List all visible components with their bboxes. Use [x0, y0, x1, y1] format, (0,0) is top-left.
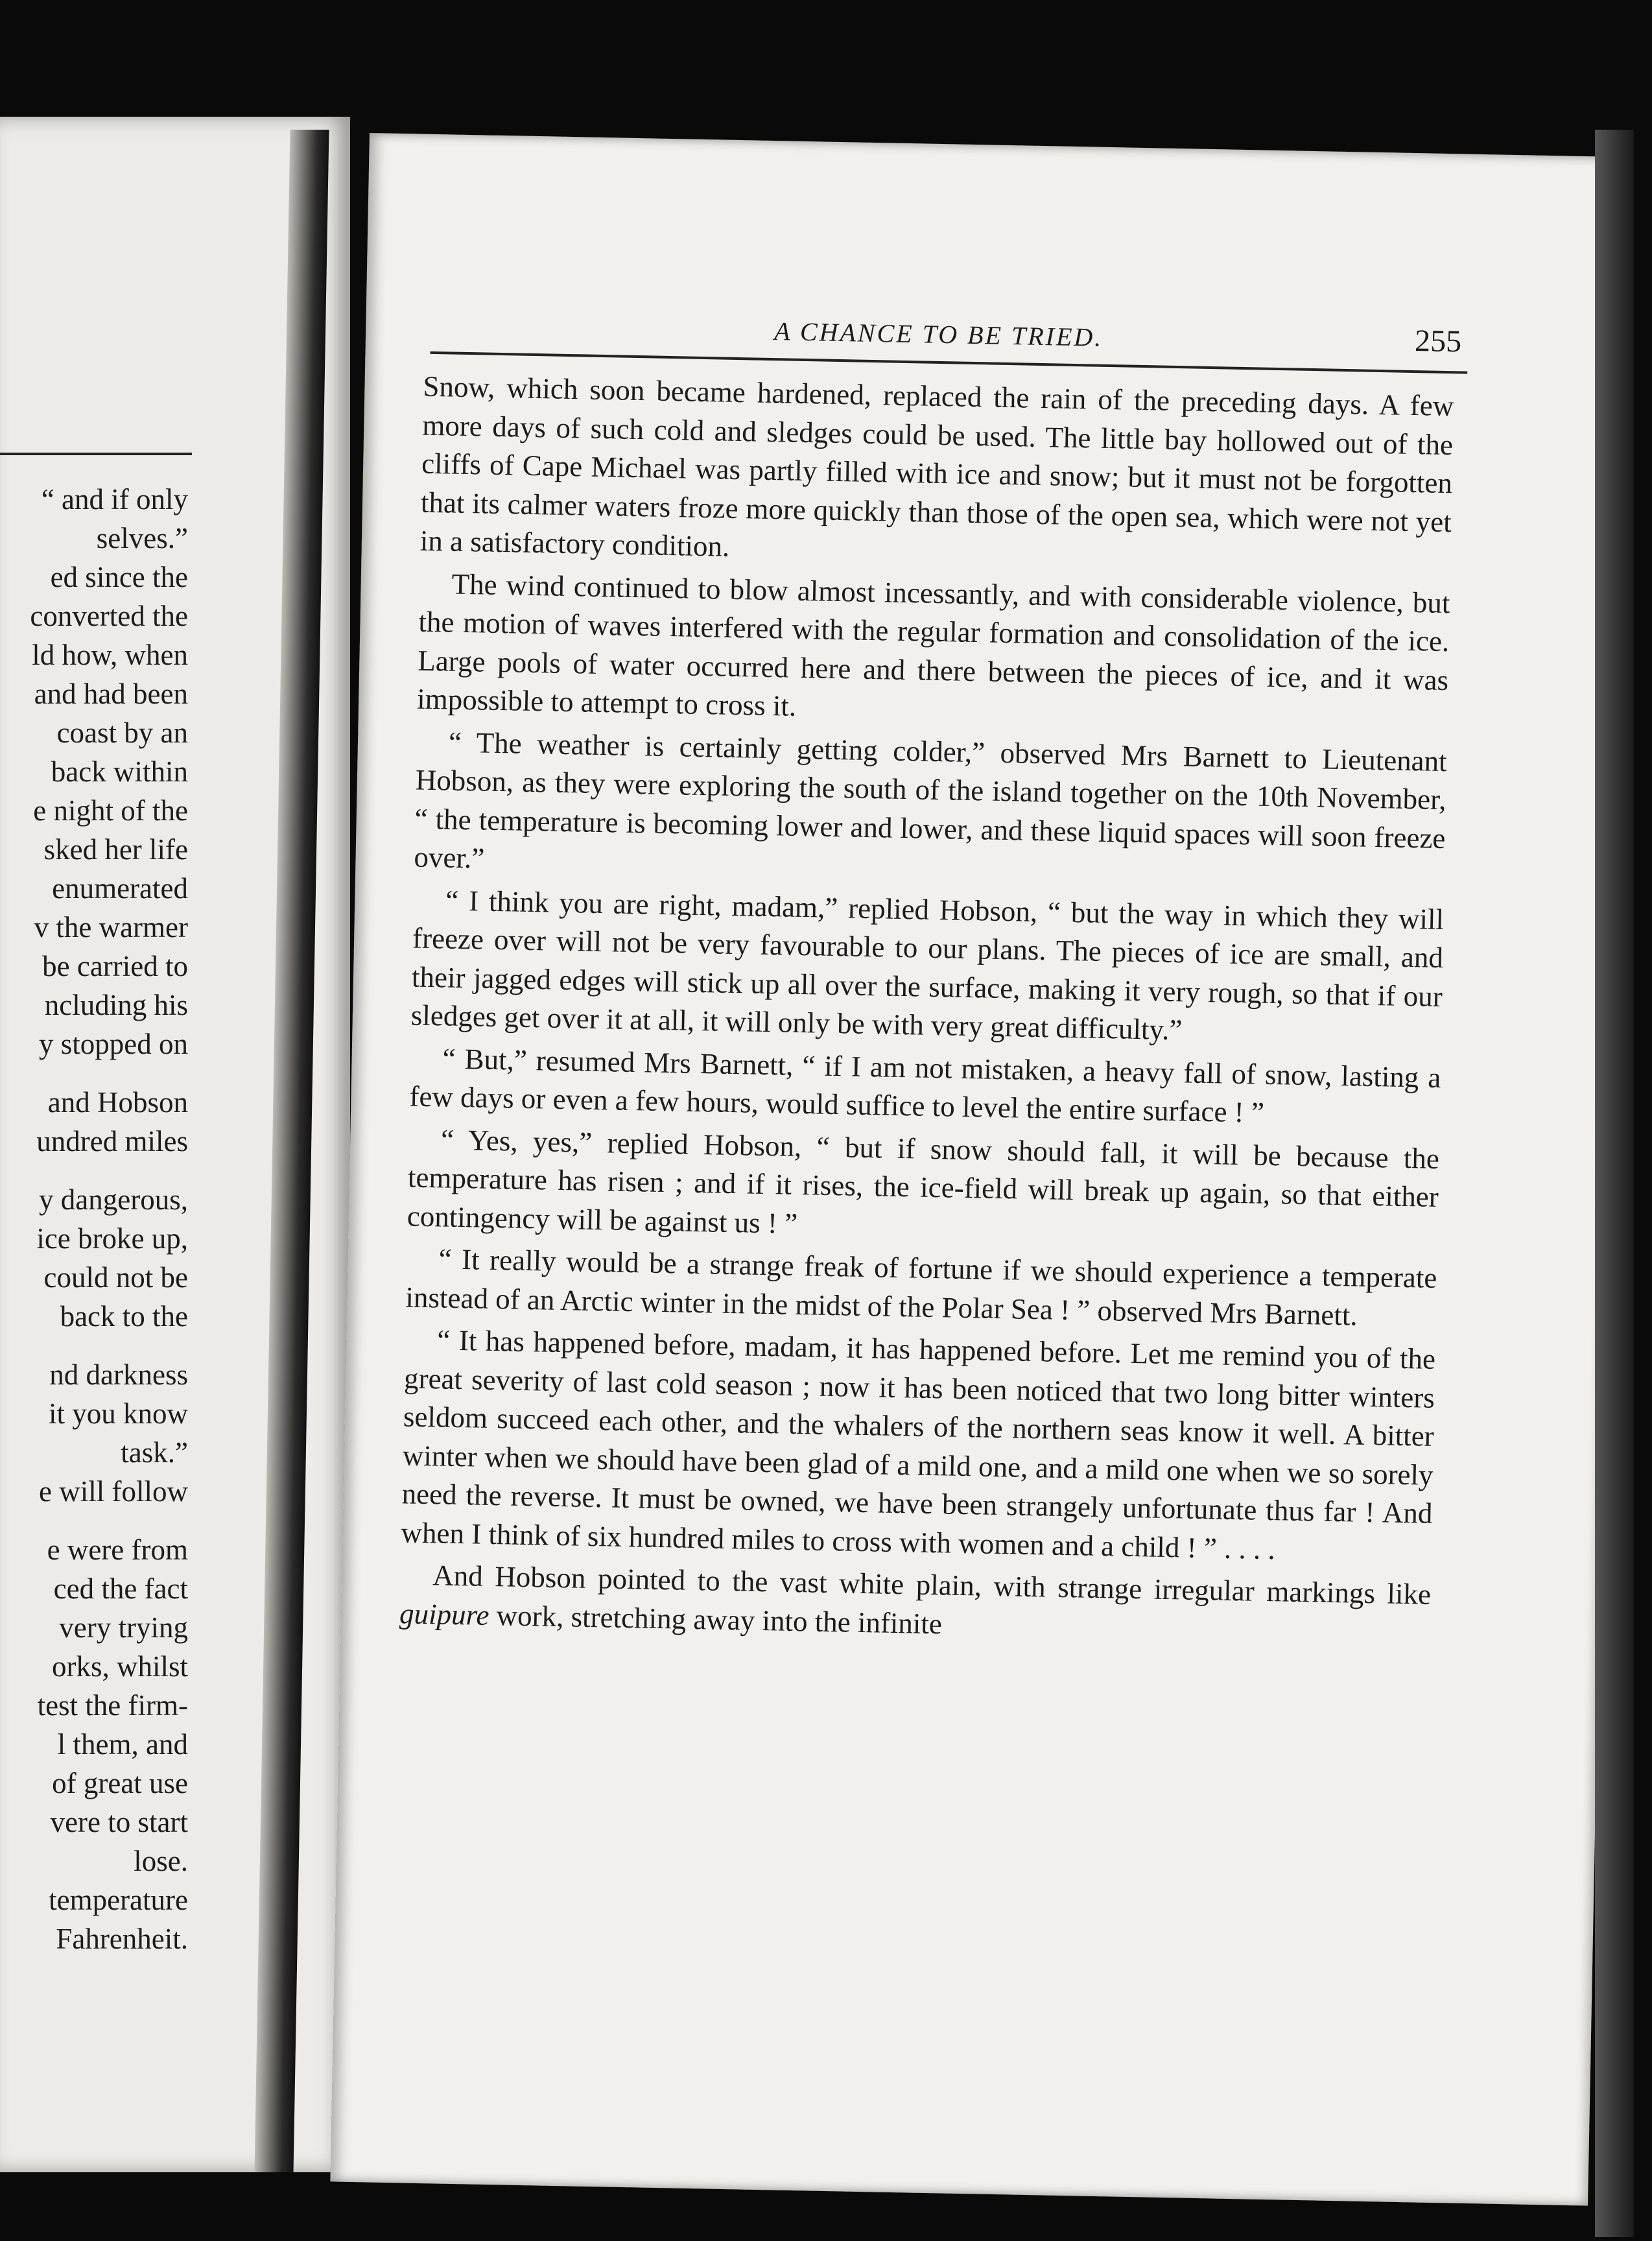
left-line-fragment: undred miles	[36, 1125, 188, 1157]
left-line-fragment: of great use	[52, 1767, 188, 1799]
running-head: A CHANCE TO BE TRIED.	[773, 316, 1103, 352]
paragraph: Snow, which soon became hardened, replaced the rain of the preceding days. A few more days of such cold and sledges could be used. The little bay hollowed out of the cliffs of Cape Michael was partly filled with ice and snow; but it must not be forgotten that its calmer waters froze more quickly than those of the open sea, which were not yet in a satisfactory condition.	[419, 370, 1454, 563]
left-line-fragment: ncluding his	[44, 989, 188, 1021]
paragraph: “ But,” resumed Mrs Barnett, “ if I am not mistaken, a heavy fall of snow, lasting a few days or even a few hours, would suffice to level the entire surface ! ”	[409, 1041, 1441, 1129]
left-line-fragment: ld how, when	[32, 639, 188, 671]
body-text	[399, 368, 1454, 1657]
left-line-fragment: y dangerous,	[39, 1183, 188, 1216]
left-line-gap	[0, 1511, 188, 1530]
left-line-gap	[0, 1063, 188, 1083]
left-line-fragment: lose.	[134, 1845, 188, 1877]
left-line-fragment: vere to start	[50, 1806, 188, 1838]
italic-word: guipure	[399, 1596, 490, 1631]
left-page-text	[0, 480, 188, 1958]
left-line-fragment: coast by an	[56, 717, 188, 749]
left-line-fragment: test the firm-	[37, 1689, 188, 1722]
left-line-fragment: selves.”	[96, 522, 188, 554]
paragraph: “ It has happened before, madam, it has happened before. Let me remind you of the great severity of last cold season ; now it has been noticed that two long bitter winters seldom succeed each other, and the whalers of the northern seas know it well. A bitter winter when we should have been glad of a mild one, and a mild one when we so sorely need the reverse. It must be owned, we have been strangely unfortunate thus far ! And when I think of six hundred miles to cross with women and a child ! ” . . . .	[401, 1323, 1436, 1565]
left-line-fragment: Fahrenheit.	[56, 1923, 188, 1955]
right-page-edge	[1595, 130, 1634, 2237]
left-line-fragment: “ and if only	[41, 483, 188, 516]
left-line-fragment: e will follow	[39, 1475, 188, 1508]
paragraph: “ I think you are right, madam,” replied Hobson, “ but the way in which they will freeze over will not be very favourable to our plans. The pieces of ice are small, and their jagged edges will stick up all over the surface, making it very rough, so that if our sledges get over it at all, it will only be with very great difficulty.”	[410, 883, 1445, 1047]
paragraph-last	[399, 1556, 1432, 1653]
paragraph: “ Yes, yes,” replied Hobson, “ but if snow should fall, it will be because the temperature has risen ; and if it rises, the ice-field will break up again, so that either contingency will be against us ! ”	[407, 1122, 1440, 1240]
left-line-fragment: v the warmer	[34, 911, 188, 943]
left-line-fragment: orks, whilst	[51, 1650, 188, 1683]
paragraph: “ It really would be a strange freak of fortune if we should experience a temperate instead of an Arctic winter in the midst of the Polar Sea ! ” observed Mrs Barnett.	[405, 1242, 1437, 1332]
left-line-fragment: e were from	[47, 1534, 188, 1566]
right-page	[330, 133, 1627, 2206]
left-line-fragment: ced the fact	[53, 1572, 188, 1605]
left-line-gap	[0, 1336, 188, 1355]
left-line-fragment: l them, and	[57, 1728, 188, 1761]
paragraph: “ The weather is certainly getting colder,” observed Mrs Barnett to Lieutenant Hobson, as they were exploring the south of the island together on the 10th November, “ the temperature is becoming lower and lower, and these liquid spaces will soon freeze over.”	[414, 726, 1448, 875]
left-line-fragment: y stopped on	[39, 1028, 188, 1060]
left-line-fragment: nd darkness	[49, 1358, 188, 1391]
left-line-gap	[0, 1161, 188, 1180]
left-line-fragment: very trying	[59, 1611, 188, 1644]
paragraph-text: And Hobson pointed to the vast white plain, with strange irregular markings like	[432, 1559, 1432, 1611]
left-line-fragment: be carried to	[42, 950, 188, 982]
left-line-fragment: converted the	[30, 600, 188, 632]
left-page-rule	[0, 453, 192, 455]
left-line-fragment: back within	[51, 755, 188, 788]
left-line-fragment: ed since the	[50, 561, 188, 593]
left-line-fragment: sked her life	[43, 833, 188, 866]
left-line-fragment: ice broke up,	[36, 1222, 188, 1255]
left-line-fragment: temperature	[49, 1884, 188, 1916]
paragraph: The wind continued to blow almost incessantly, and with considerable violence, but the motion of waves interfered with the regular formation and consolidation of the ice. Large pools of water occurred here and there between the pieces of ice, and it was impossible to attempt to cross it.	[416, 567, 1450, 722]
left-line-fragment: e night of the	[33, 794, 188, 827]
left-line-fragment: and Hobson	[47, 1086, 188, 1119]
left-line-fragment: enumerated	[52, 872, 188, 905]
left-line-fragment: task.”	[121, 1436, 188, 1469]
left-line-fragment: could not be	[43, 1261, 188, 1294]
left-line-fragment: it you know	[48, 1397, 188, 1430]
left-line-fragment: and had been	[34, 678, 188, 710]
left-line-fragment: back to the	[60, 1300, 188, 1333]
page-number: 255	[1414, 324, 1462, 359]
paragraph-text: work, stretching away into the infinite	[489, 1598, 943, 1640]
